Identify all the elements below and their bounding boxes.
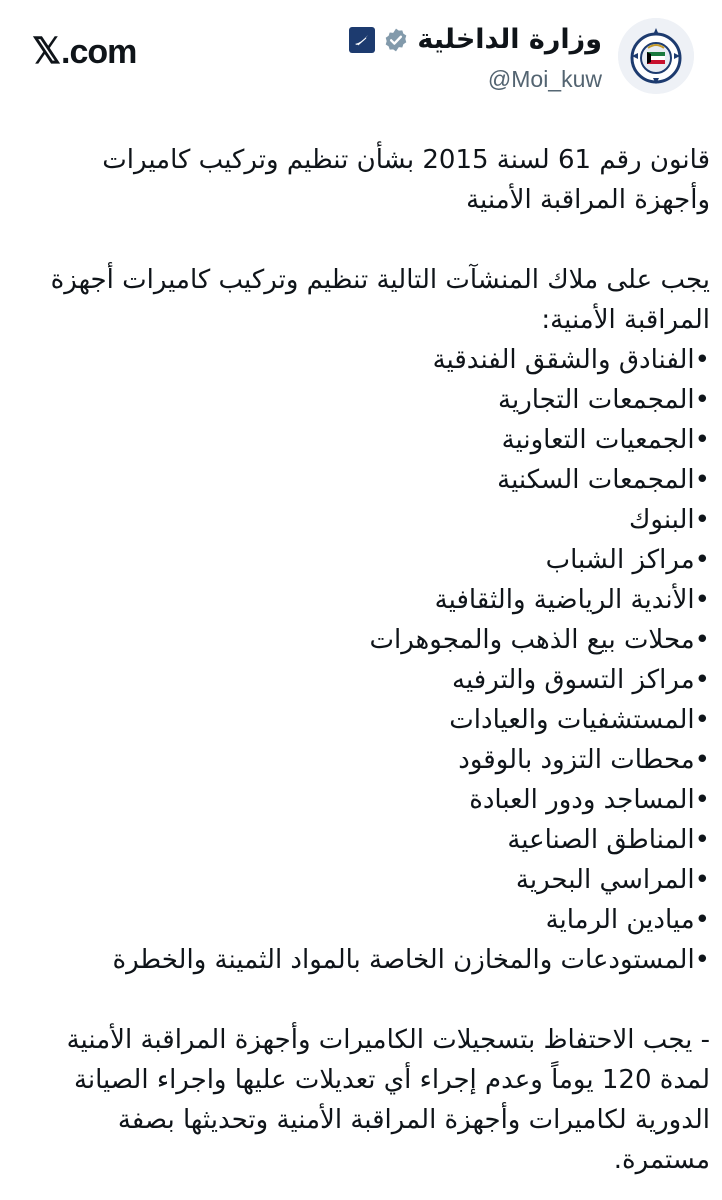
account-info <box>274 18 694 98</box>
list-item: •محلات بيع الذهب والمجوهرات <box>369 625 710 655</box>
kuwait-police-emblem-icon <box>618 18 694 94</box>
verified-badge-icon[interactable] <box>383 27 409 53</box>
tweet-header <box>0 0 722 110</box>
facility-list <box>26 340 710 980</box>
paragraph-gap <box>26 980 710 1020</box>
list-item: •البنوك <box>628 505 710 535</box>
list-item: •المجمعات التجارية <box>498 385 710 415</box>
list-item: •المراسي البحرية <box>515 865 710 895</box>
tweet-title: قانون رقم 61 لسنة 2015 بشأن تنظيم وتركيب كاميرات وأجهزة المراقبة الأمنية <box>102 145 710 215</box>
list-item: •مراكز التسوق والترفيه <box>452 665 710 695</box>
tweet-intro: يجب على ملاك المنشآت التالية تنظيم وتركيب كاميرات أجهزة المراقبة الأمنية: <box>50 265 710 335</box>
list-item: •الأندية الرياضية والثقافية <box>434 585 710 615</box>
list-item: •المجمعات السكنية <box>497 465 710 495</box>
list-item: •المساجد ودور العبادة <box>469 785 710 815</box>
list-item: •ميادين الرماية <box>545 905 710 935</box>
list-item: •المستودعات والمخازن الخاصة بالمواد الثمينة والخطرة <box>112 945 710 975</box>
account-handle[interactable]: @Moi_kuw <box>487 66 602 92</box>
list-item: •مراكز الشباب <box>545 545 710 575</box>
list-item: •المستشفيات والعيادات <box>449 705 710 735</box>
list-item: •الفنادق والشقق الفندقية <box>432 345 710 375</box>
name-row <box>349 24 602 55</box>
paragraph-gap <box>26 220 710 260</box>
x-com-text: .com <box>61 33 137 71</box>
tweet-text <box>26 140 710 1180</box>
government-affiliate-icon[interactable] <box>349 27 375 53</box>
list-item: •محطات التزود بالوقود <box>458 745 710 775</box>
x-logo-icon: 𝕏 <box>32 30 61 71</box>
list-item: •الجمعيات التعاونية <box>501 425 710 455</box>
avatar[interactable] <box>618 18 694 94</box>
x-com-logo[interactable] <box>32 30 136 72</box>
display-name[interactable]: وزارة الداخلية <box>417 24 602 55</box>
list-item: •المناطق الصناعية <box>507 825 710 855</box>
tweet-note: - يجب الاحتفاظ بتسجيلات الكاميرات وأجهزة المراقبة الأمنية لمدة 120 يوماً وعدم إجراء أي تعديلات عليها واجراء الصيانة الدورية لكاميرات وأجهزة المراقبة الأمنية وتحديثها بصفة مستمرة. <box>66 1025 710 1175</box>
